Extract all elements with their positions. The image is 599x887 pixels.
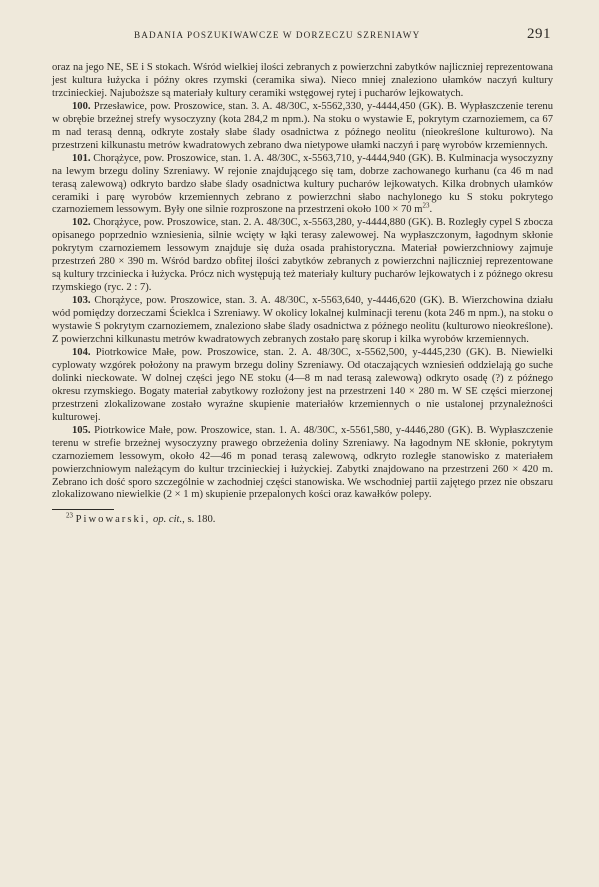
running-title: BADANIA POSZUKIWAWCZE W DORZECZU SZRENIAWY — [134, 30, 421, 40]
footnote-author: Piwowarski, — [75, 514, 151, 526]
entry-103 — [52, 295, 553, 347]
entry-text: Piotrkowice Małe, pow. Proszowice, stan. 1. A. 48/30C, x-5561,580, y-4446,280 (GK). B. Wypłaszczenie terenu w strefie brzeżnej wysoczyzny prawego obrzeżenia doliny Szreniawy. Na łagodnym NE skłonie, pokrytym czarnoziemem lessowym, około 42—46 m ponad terasą zalewową, odkryto rozległe stanowisko z materiałem powierzchniowym należącym do kultur trzcinieckiej i łużyckiej. Zabytki znajdowano na przestrzeni 260 × 420 m. Zebrano ich dość sporo szczególnie w zachodniej części stanowiska. We wschodniej partii zajętego przez nie obszaru zlokalizowano niewielkie (2 × 1 m) skupienie przepalonych kości oraz kawałków polepy. — [52, 424, 553, 501]
entry-text: Chorążyce, pow. Proszowice, stan. 2. A. 48/30C, x-5563,280, y-4444,880 (GK). B. Rozległy cypel S zbocza opisanego poprzednio wzniesienia, silnie wcięty w łąki terasy zalewowej. Na wypłaszczonym, łagodnym skłonie pokrytym czarnoziemem lessowym znajduje się duża osada prahistoryczna. Materiał powierzchniowy zajmuje przestrzeń 280 × 390 m. Wśród bardzo obfitej ilości zabytków zebranych z powierzchni najliczniej reprezentowane są kultury trzciniecka i łużycka. Prócz nich występują też materiały kultury pucharów lejkowatych i z późnego okresu rzymskiego (ryc. 2 : 7). — [52, 217, 553, 294]
entry-number: 101. — [72, 152, 91, 164]
footnote — [52, 513, 553, 526]
footnote-mark: 23 — [66, 511, 73, 520]
entry-number: 105. — [72, 424, 91, 436]
page-number: 291 — [527, 26, 551, 42]
entry-104 — [52, 347, 553, 425]
entry-100 — [52, 101, 553, 153]
entry-number: 100. — [72, 100, 91, 112]
entry-text: Chorążyce, pow. Proszowice, stan. 3. A. 48/30C, x-5563,640, y-4446,620 (GK). B. Wierzchowina działu wód pomiędzy dorzeczami Ścieklca i Szreniawy. W okolicy lokalnej kulminacji terenu (kota 246 m npm.), na stoku o wystawie S pokrytym czarnoziemem, znaleziono słabe ślady osadnictwa z późnego neolitu (kulturowo nieokreślone). Z powierzchni kilkunastu metrów kwadratowych zebranych zostało parę skorup i kilka wyrobów krzemiennych. — [52, 295, 553, 346]
entry-text: Piotrkowice Małe, pow. Proszowice, stan. 2. A. 48/30C, x-5562,500, y-4445,230 (GK). B. Niewielki cyplowaty wzgórek położony na prawym brzegu doliny Szreniawy. Od otaczających wzniesień oddzielają go suche dolinki nieckowate. W dolnej części jego NE stoku (4—8 m nad terasą zalewową) odkryto osadę (?) z późnego okresu rzymskiego. Bogaty materiał zabytkowy rozłożony jest na przestrzeni 140 × 280 m. W SE części mierzonej przestrzeni zlokalizowane zostało wyraźne skupienie materiałów krzemiennych o nie ustalonej przynależności kulturowej. — [52, 346, 554, 423]
entry-text: Chorążyce, pow. Proszowice, stan. 1. A. 48/30C, x-5563,710, y-4444,940 (GK). B. Kulminacja wysoczyzny na lewym brzegu doliny Szreniawy. W rejonie znajdującego się tam, dobrze zachowanego kurhanu (ca 46 m nad terasą zalewową) odkryto bardzo słabe ślady osadnictwa kultury pucharów lejkowatych. Kilka drobnych ułamków ceramiki i parę wyrobów krzemiennych zebrano z powierzchni słabo nachylonego ku S stoku pokrytego czarnoziemem lessowym. Były one silnie rozproszone na przestrzeni około 100 × 70 m — [52, 152, 553, 216]
entry-101 — [52, 153, 553, 218]
footnote-reference: 23 — [422, 201, 430, 210]
entry-number: 104. — [72, 346, 91, 358]
running-head — [52, 24, 553, 48]
body-text — [52, 62, 553, 502]
entry-105 — [52, 425, 553, 503]
entry-102 — [52, 217, 553, 295]
footnote-pages: , s. 180. — [182, 514, 216, 526]
entry-text-tail: . — [429, 204, 433, 216]
intro-paragraph: oraz na jego NE, SE i S stokach. Wśród wielkiej ilości zebranych z powierzchni zabytków najliczniej reprezentowana jest kultura łużycka i późny okres rzymski (ceramika siwa). Nieco mniej znaleziono ułamków naczyń kultury trzcinieckiej. Najuboższe są materiały kultury ceramiki wstęgowej rytej i pucharów lejkowatych. — [52, 62, 553, 99]
entry-text: Przesławice, pow. Proszowice, stan. 3. A. 48/30C, x-5562,330, y-4444,450 (GK). B. Wypłaszczenie terenu w obrębie brzeżnej strefy wysoczyzny (kota 284,2 m npm.). Na stoku o wystawie E, pokrytym czarnoziemem, ca 67 m nad terasą denną, odkryte zostały słabe ślady osadnictwa z późnego neolitu (nieokreślone kulturowo). Na przestrzeni kilkunastu metrów kwadratowych zebrano dwa nietypowe ułamki naczyń i parę wyrobów krzemiennych. — [52, 100, 553, 151]
footnote-divider — [52, 509, 114, 510]
entry-number: 102. — [72, 217, 91, 229]
entry-number: 103. — [72, 295, 91, 307]
footnote-citation: op. cit. — [153, 514, 183, 526]
